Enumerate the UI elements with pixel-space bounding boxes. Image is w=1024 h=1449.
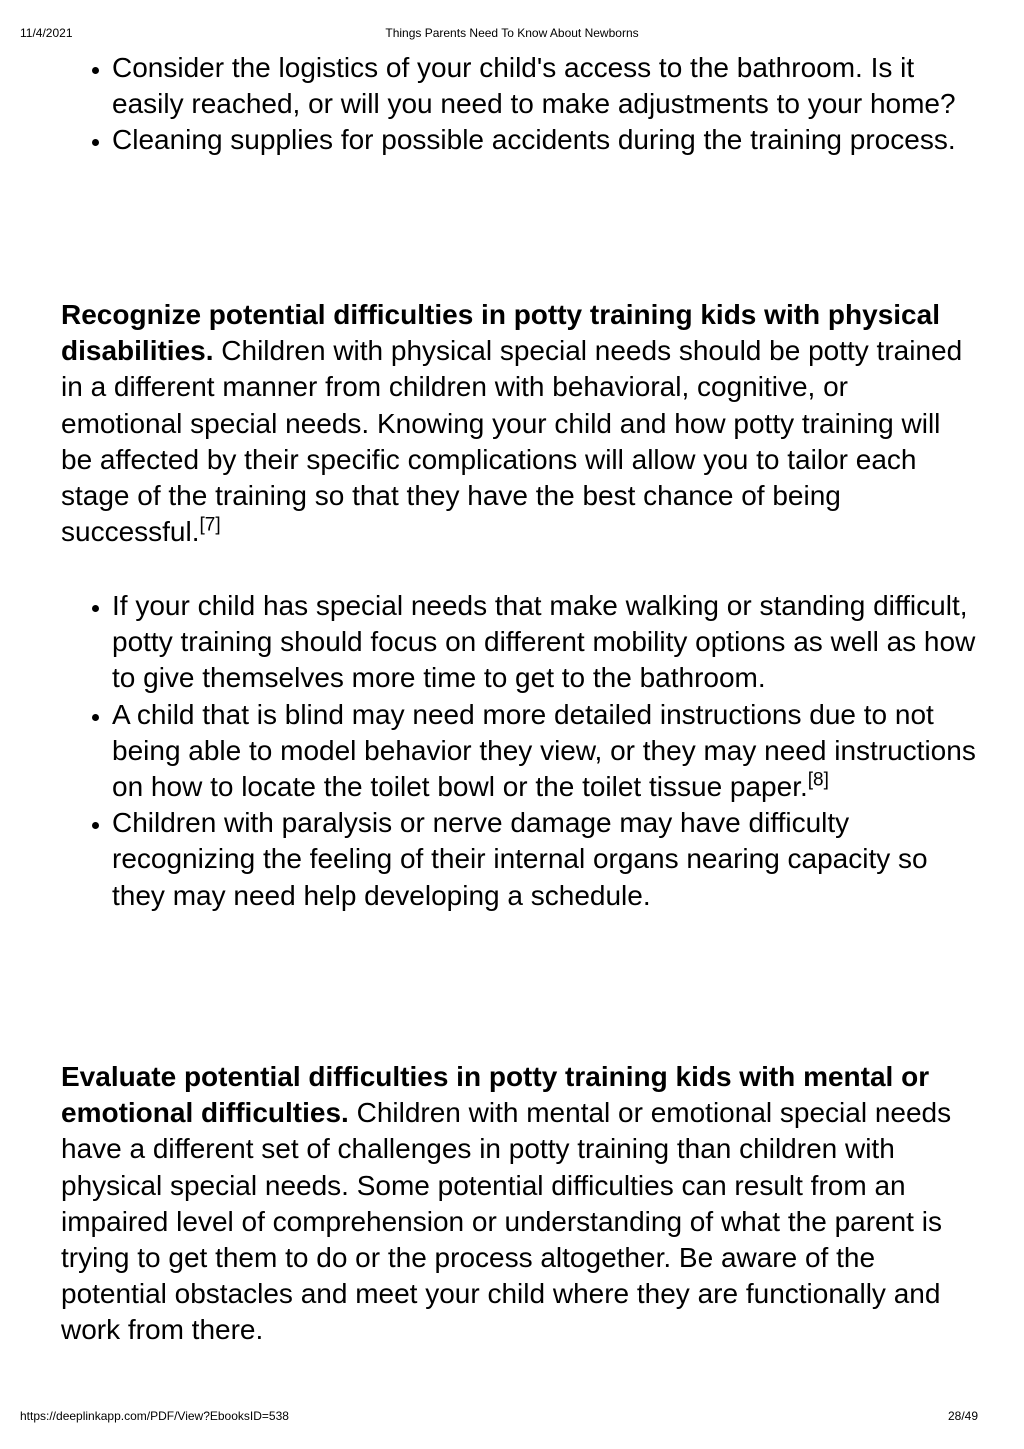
list-item [112, 805, 976, 914]
reference-link[interactable]: [7] [199, 514, 221, 536]
physical-needs-list-block [61, 588, 976, 914]
section-heading: Evaluate potential difficulties in potty training kids with mental or emotional difficulties. [61, 1061, 930, 1129]
list-item-text: Children with paralysis or nerve damage may have difficulty recognizing the feeling of their internal organs nearing capacity so they may need help developing a schedule. [112, 807, 928, 911]
physical-disabilities-section [61, 297, 976, 550]
section-heading: Recognize potential difficulties in potty training kids with physical disabilities. [61, 299, 940, 367]
paragraph [61, 297, 976, 550]
paragraph [61, 1059, 976, 1349]
list-item [112, 588, 976, 697]
list-item: • Cleaning supplies for possible accidents during the training process. [112, 122, 976, 158]
reference-link[interactable]: [8] [807, 769, 829, 791]
supplies-list [61, 50, 976, 159]
list-item: • Consider the logistics of your child's access to the bathroom. Is it easily reached, or will you need to make adjustments to your home? [112, 50, 976, 122]
list-item [112, 697, 976, 806]
paragraph-text: Children with mental or emotional special needs have a different set of challenges in potty training than children with physical special needs. Some potential difficulties can result from an impaired level of comprehension or understanding of what the parent is trying to get them to do or the process altogether. Be aware of the potential obstacles and meet your child where they are functionally and work from there. [61, 1097, 952, 1346]
list-item-text: A child that is blind may need more detailed instructions due to not being able to model behavior they view, or they may need instructions on how to locate the toilet bowl or the toilet tissue paper. [112, 698, 976, 803]
source-url: https://deeplinkapp.com/PDF/View?EbooksID=538 [20, 1409, 289, 1423]
paragraph-text: Children with physical special needs should be potty trained in a different manner from children with behavioral, cognitive, or emotional special needs. Knowing your child and how potty training will be affected by their specific complications will allow you to tailor each stage of the training so that they have the best chance of being successful. [61, 335, 963, 548]
list-item-text: If your child has special needs that make walking or standing difficult, potty training should focus on different mobility options as well as how to give themselves more time to get to the bathroom. [112, 590, 976, 694]
page-number: 28/49 [947, 1409, 978, 1423]
physical-needs-list [61, 588, 976, 914]
document-title: Things Parents Need To Know About Newborns [385, 26, 639, 40]
supplies-list-block [61, 50, 976, 159]
mental-emotional-section [61, 1059, 976, 1349]
print-date: 11/4/2021 [20, 26, 73, 40]
